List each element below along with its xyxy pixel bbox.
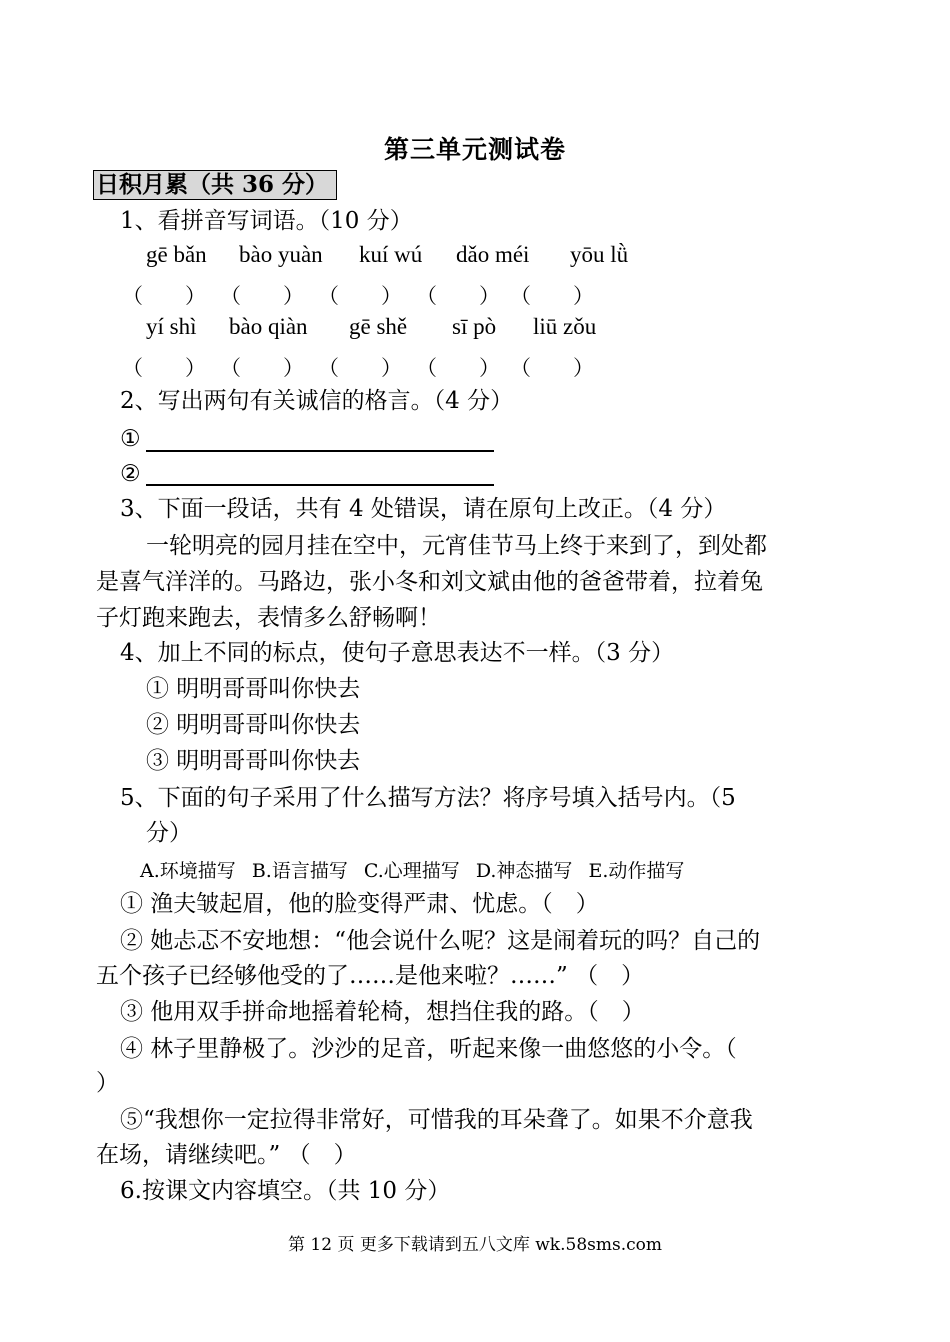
q5-sentence: ② 她忐忑不安地想：“他会说什么呢？这是闹着玩的吗？自己的 — [120, 928, 761, 954]
q5-sentence-cont: 五个孩子已经够他受的了……是他来啦？……” （ ） — [96, 963, 645, 989]
answer-blank[interactable]: （ ） — [510, 356, 594, 380]
answer-blank[interactable]: （ ） — [220, 356, 304, 380]
q5-option: B.语言描写 — [251, 860, 348, 882]
answer-blank[interactable]: （ ） — [122, 356, 206, 380]
q5-sentence-cont: 在场，请继续吧。” （ ） — [96, 1142, 357, 1168]
q5-option: E.动作描写 — [588, 860, 685, 882]
q5-label: 5、下面的句子采用了什么描写方法？将序号填入括号内。（5 — [120, 785, 736, 811]
pinyin-word: kuí wú — [359, 242, 423, 267]
answer-blank[interactable]: （ ） — [416, 356, 500, 380]
pinyin-word: gē bǎn — [146, 242, 207, 267]
q5-sentence: ④ 林子里静极了。沙沙的足音，听起来像一曲悠悠的小令。（ — [120, 1036, 737, 1062]
answer-blank[interactable]: （ ） — [318, 284, 402, 308]
q3-passage-line: 是喜气洋洋的。马路边，张小冬和刘文斌由他的爸爸带着，拉着兔 — [96, 569, 763, 595]
q2-item-marker: ② — [120, 461, 141, 487]
q5-options — [140, 856, 694, 883]
pinyin-word: dǎo méi — [456, 242, 530, 267]
pinyin-word: yōu lǜ — [570, 242, 629, 267]
answer-line-1[interactable] — [146, 450, 494, 452]
answer-blank[interactable]: （ ） — [318, 356, 402, 380]
answer-line-2[interactable] — [146, 484, 494, 486]
q2-label: 2、写出两句有关诚信的格言。（4 分） — [120, 388, 514, 414]
pinyin-word: bào yuàn — [239, 242, 323, 267]
q4-item: ② 明明哥哥叫你快去 — [146, 712, 361, 738]
q3-passage-line: 一轮明亮的园月挂在空中，元宵佳节马上终于来到了，到处都 — [146, 533, 767, 559]
q5-option: C.心理描写 — [363, 860, 460, 882]
q3-passage-line: 子灯跑来跑去，表情多么舒畅啊！ — [96, 605, 441, 631]
q4-label: 4、加上不同的标点，使句子意思表达不一样。（3 分） — [120, 640, 675, 666]
pinyin-word: liū zǒu — [533, 314, 597, 339]
q3-label: 3、下面一段话，共有 4 处错误，请在原句上改正。（4 分） — [120, 496, 727, 522]
page-footer: 第 12 页 更多下载请到五八文库 wk.58sms.com — [288, 1235, 662, 1255]
page-title: 第三单元测试卷 — [383, 135, 566, 164]
pinyin-word: gē shě — [349, 314, 408, 339]
q4-item: ③ 明明哥哥叫你快去 — [146, 748, 361, 774]
q5-sentence-cont: ） — [96, 1070, 119, 1096]
section-heading: 日积月累（共 36 分） — [93, 170, 337, 200]
answer-blank[interactable]: （ ） — [416, 284, 500, 308]
q1-label: 1、看拼音写词语。（10 分） — [120, 208, 413, 234]
answer-blank[interactable]: （ ） — [510, 284, 594, 308]
q2-item-marker: ① — [120, 426, 141, 452]
q5-option: A.环境描写 — [140, 860, 236, 882]
pinyin-word: yí shì — [146, 314, 197, 339]
q4-item: ① 明明哥哥叫你快去 — [146, 676, 361, 702]
q5-sentence: ① 渔夫皱起眉，他的脸变得严肃、忧虑。（ ） — [120, 891, 599, 917]
q5-option: D.神态描写 — [475, 860, 573, 882]
q6-label: 6.按课文内容填空。（共 10 分） — [120, 1178, 451, 1204]
pinyin-word: sī pò — [452, 314, 497, 339]
q5-sentence: ⑤“我想你一定拉得非常好，可惜我的耳朵聋了。如果不介意我 — [120, 1107, 753, 1133]
q5-label-cont: 分） — [146, 820, 192, 846]
answer-blank[interactable]: （ ） — [122, 284, 206, 308]
pinyin-word: bào qiàn — [229, 314, 308, 339]
answer-blank[interactable]: （ ） — [220, 284, 304, 308]
q5-sentence: ③ 他用双手拼命地摇着轮椅，想挡住我的路。（ ） — [120, 999, 645, 1025]
